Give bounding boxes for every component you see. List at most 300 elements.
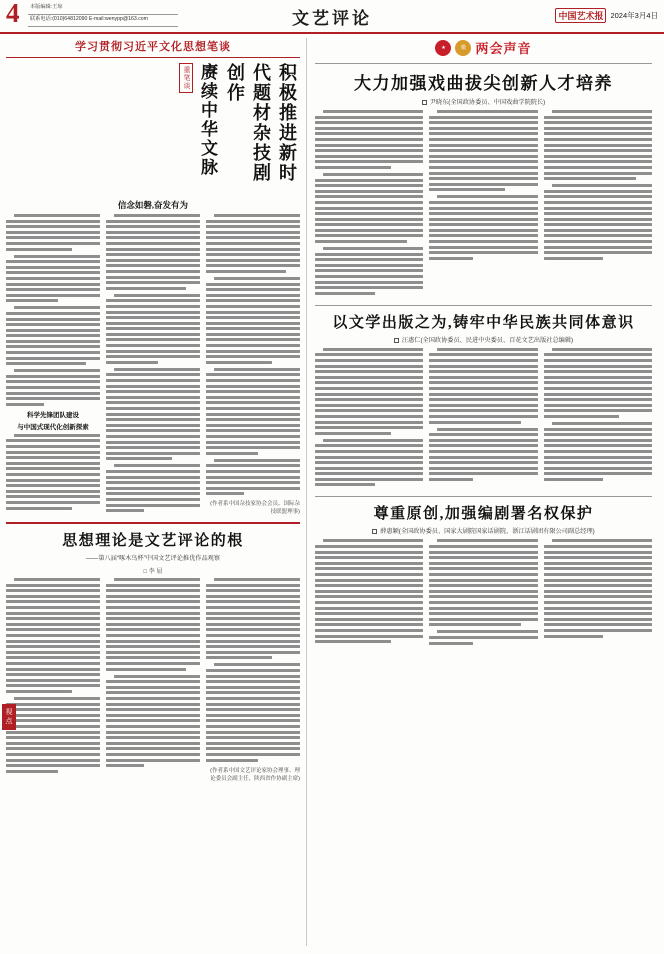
text-line: [206, 288, 300, 291]
text-line: [206, 355, 300, 358]
text-line: [206, 264, 300, 267]
text-line: [214, 368, 300, 371]
text-line: [206, 470, 300, 473]
text-line: [6, 495, 100, 498]
text-line: [206, 322, 300, 325]
article-1-title: 大力加强戏曲拔尖创新人才培养: [354, 74, 613, 93]
text-line: [315, 218, 423, 221]
text-line: [315, 127, 423, 130]
text-line: [315, 166, 391, 169]
text-line: [544, 629, 652, 632]
text-line: [544, 579, 652, 582]
text-line: [315, 472, 423, 475]
text-line: [315, 456, 423, 459]
text-line: [315, 562, 423, 565]
text-line: [544, 218, 652, 221]
text-line: [106, 281, 200, 284]
text-line: [429, 251, 537, 254]
text-line: [429, 551, 537, 554]
text-line: [106, 401, 200, 404]
right-article-1: [315, 69, 652, 299]
text-line: [429, 444, 537, 447]
text-line: [429, 601, 537, 604]
text-line: [206, 623, 300, 626]
text-line: [544, 573, 652, 576]
text-line: [206, 595, 300, 598]
text-line: [106, 686, 200, 689]
paragraph: [206, 663, 300, 761]
text-line: [206, 311, 300, 314]
text-line: [544, 155, 652, 158]
text-line: [544, 545, 652, 548]
text-line: [315, 269, 423, 272]
text-line: [6, 684, 100, 687]
text-line: [544, 551, 652, 554]
text-line: [6, 362, 86, 365]
paragraph: [6, 255, 100, 303]
text-line: [106, 612, 200, 615]
text-line: [6, 589, 100, 592]
logo-divider: [315, 63, 652, 64]
text-line: [106, 242, 200, 245]
text-line: [206, 253, 300, 256]
text-line: [6, 329, 100, 332]
paragraph: [6, 369, 100, 406]
text-line: [106, 299, 200, 302]
paragraph: [429, 630, 537, 644]
paragraph: [6, 306, 100, 365]
text-line: [6, 719, 100, 722]
text-line: [106, 759, 200, 762]
byline-text: 薛惠颖(全国政协委员、国家大剧院国家话剧院、浙江话剧团有限公司副总经理): [380, 528, 595, 536]
text-line: [206, 697, 300, 700]
text-line: [206, 584, 300, 587]
text-line: [106, 617, 200, 620]
text-line: [6, 736, 100, 739]
text-line: [544, 370, 652, 373]
text-line: [206, 464, 300, 467]
text-line: [214, 214, 300, 217]
text-line: [206, 231, 300, 234]
text-line: [206, 248, 300, 251]
text-line: [6, 484, 100, 487]
text-line: [6, 640, 100, 643]
text-line: [106, 225, 200, 228]
a3-col-3: [544, 539, 652, 648]
paragraph: [206, 214, 300, 273]
text-line: [429, 461, 537, 464]
text-line: [429, 223, 537, 226]
paragraph: [544, 110, 652, 180]
text-line: [206, 645, 300, 648]
text-line: [206, 220, 300, 223]
text-line: [6, 340, 100, 343]
text-line: [6, 759, 100, 762]
text-line: [206, 344, 300, 347]
secondary-col-1: [6, 578, 100, 781]
text-line: [6, 628, 100, 631]
text-line: [106, 287, 186, 290]
text-line: [315, 376, 423, 379]
text-line: [106, 373, 200, 376]
text-line: [544, 138, 652, 141]
text-line: [544, 201, 652, 204]
lead-col-2: [106, 214, 200, 516]
text-line: [429, 166, 537, 169]
text-line: [106, 606, 200, 609]
text-line: [429, 579, 537, 582]
text-line: [106, 498, 200, 501]
text-line: [214, 578, 300, 581]
text-line: [315, 253, 423, 256]
text-line: [544, 444, 652, 447]
a3-col-2: [429, 539, 537, 648]
text-line: [315, 607, 423, 610]
secondary-title: 思想理论是文艺评论的根: [62, 533, 244, 550]
text-line: [206, 753, 300, 756]
paper-logo: 中国艺术报: [555, 8, 606, 23]
text-line: [6, 375, 100, 378]
text-line: [437, 195, 537, 198]
text-line: [315, 201, 423, 204]
text-line: [106, 747, 200, 750]
text-line: [106, 668, 186, 671]
paragraph: [429, 539, 537, 626]
text-line: [315, 556, 423, 559]
text-line: [429, 545, 537, 548]
bullet-icon: [394, 338, 399, 343]
text-line: [14, 306, 100, 309]
a2-col-1: [315, 348, 423, 491]
text-line: [552, 422, 652, 425]
a3-col-1: [315, 539, 423, 648]
text-line: [544, 428, 652, 431]
source-subtitle: 与中国式现代化创新探索: [17, 423, 89, 431]
text-line: [6, 380, 100, 383]
article-2-columns: [315, 348, 652, 491]
paragraph: [315, 539, 423, 643]
text-line: [106, 452, 200, 455]
text-line: [206, 656, 272, 659]
text-line: [106, 248, 200, 251]
text-line: [544, 190, 652, 193]
text-line: [6, 595, 100, 598]
text-line: [315, 359, 423, 362]
emblem-icon: 徽: [455, 40, 471, 56]
text-line: [429, 472, 537, 475]
text-line: [429, 478, 472, 481]
text-line: [315, 483, 375, 486]
text-line: [6, 634, 100, 637]
text-line: [6, 318, 100, 321]
text-line: [437, 428, 537, 431]
text-line: [106, 344, 200, 347]
text-line: [206, 316, 300, 319]
text-line: [315, 584, 423, 587]
text-line: [206, 270, 286, 273]
text-line: [315, 132, 423, 135]
text-line: [315, 381, 423, 384]
text-line: [315, 353, 423, 356]
text-line: [106, 509, 144, 512]
text-line: [206, 481, 300, 484]
secondary-subtitle: ——第八届“啄木鸟杯”中国文艺评论推优作品观察: [85, 555, 221, 563]
article-divider-1: [315, 305, 652, 306]
text-line: [315, 640, 391, 643]
text-line: [429, 607, 537, 610]
text-line: [552, 539, 652, 542]
text-line: [106, 651, 200, 654]
text-line: [544, 415, 620, 418]
headline-kicker: 重笔谈: [179, 63, 193, 93]
text-line: [106, 714, 200, 717]
text-line: [214, 663, 300, 666]
text-line: [315, 579, 423, 582]
text-line: [6, 617, 100, 620]
text-line: [206, 429, 300, 432]
text-line: [106, 753, 200, 756]
text-line: [106, 691, 200, 694]
text-line: [544, 478, 604, 481]
text-line: [544, 398, 652, 401]
text-line: [315, 629, 423, 632]
text-line: [544, 229, 652, 232]
text-line: [106, 413, 200, 416]
text-line: [429, 229, 537, 232]
text-line: [114, 464, 200, 467]
left-column: [6, 38, 306, 946]
text-line: [315, 409, 423, 412]
text-line: [6, 623, 100, 626]
paragraph: [315, 439, 423, 487]
secondary-credit: (作者系中国文艺评论家协会理事、理论委员会副主任、陕西省作协副主席): [210, 767, 300, 782]
text-line: [106, 236, 200, 239]
text-line: [6, 451, 100, 454]
text-line: [544, 365, 652, 368]
text-line: [106, 311, 200, 314]
text-line: [6, 731, 100, 734]
text-line: [315, 223, 423, 226]
text-line: [106, 333, 200, 336]
text-line: [206, 424, 300, 427]
text-line: [315, 121, 423, 124]
text-line: [206, 628, 300, 631]
paragraph: [429, 110, 537, 191]
text-line: [206, 736, 300, 739]
text-line: [315, 635, 423, 638]
text-line: [6, 742, 100, 745]
paragraph: [315, 348, 423, 435]
text-line: [6, 645, 100, 648]
text-line: [429, 188, 505, 191]
paragraph: [429, 348, 537, 424]
text-line: [206, 725, 300, 728]
text-line: [429, 573, 537, 576]
text-line: [323, 439, 423, 442]
section-logo-text: 两会声音: [475, 41, 532, 56]
text-line: [106, 396, 200, 399]
text-line: [315, 292, 375, 295]
page-body: [0, 34, 664, 952]
text-line: [544, 381, 652, 384]
text-line: [544, 207, 652, 210]
source-title: 科学先锋团队建设: [27, 411, 79, 419]
text-line: [206, 747, 300, 750]
text-line: [544, 257, 604, 260]
text-line: [6, 668, 100, 671]
lead-article-columns: [6, 214, 300, 516]
text-line: [6, 473, 100, 476]
text-line: [315, 179, 423, 182]
text-line: [552, 110, 652, 113]
text-line: [106, 379, 200, 382]
paragraph: [206, 459, 300, 496]
article-divider-2: [315, 496, 652, 497]
text-line: [315, 478, 423, 481]
text-line: [544, 177, 636, 180]
text-line: [106, 355, 200, 358]
text-line: [544, 623, 652, 626]
text-line: [206, 236, 300, 239]
text-line: [6, 357, 100, 360]
text-line: [429, 132, 537, 135]
text-line: [315, 461, 423, 464]
text-line: [206, 299, 300, 302]
text-line: [6, 225, 100, 228]
text-line: [315, 365, 423, 368]
text-line: [429, 234, 537, 237]
text-line: [544, 393, 652, 396]
text-line: [206, 385, 300, 388]
text-line: [315, 618, 423, 621]
text-line: [315, 415, 423, 418]
text-line: [315, 398, 423, 401]
text-line: [206, 686, 300, 689]
text-line: [106, 418, 200, 421]
text-line: [315, 590, 423, 593]
text-line: [429, 623, 521, 626]
text-line: [206, 407, 300, 410]
text-line: [6, 467, 100, 470]
text-line: [6, 725, 100, 728]
text-line: [315, 551, 423, 554]
a1-col-1: [315, 110, 423, 299]
text-line: [544, 246, 652, 249]
text-line: [323, 173, 423, 176]
text-line: [315, 545, 423, 548]
text-line: [6, 770, 58, 773]
paragraph: [544, 539, 652, 637]
text-line: [544, 595, 652, 598]
text-line: [6, 747, 100, 750]
text-line: [106, 595, 200, 598]
text-line: [544, 172, 652, 175]
text-line: [429, 433, 537, 436]
paragraph: [315, 247, 423, 295]
paragraph: [315, 110, 423, 169]
text-line: [114, 214, 200, 217]
text-line: [429, 439, 537, 442]
text-line: [206, 373, 300, 376]
text-line: [206, 338, 300, 341]
text-line: [429, 359, 537, 362]
article-1-columns: [315, 110, 652, 299]
text-line: [106, 708, 200, 711]
text-line: [6, 584, 100, 587]
text-line: [106, 424, 200, 427]
paragraph: [106, 675, 200, 768]
text-line: [429, 218, 537, 221]
masthead-right: [555, 8, 658, 23]
page-number: 4: [6, 0, 20, 28]
text-line: [315, 281, 423, 284]
paragraph: [6, 214, 100, 251]
text-line: [6, 703, 100, 706]
text-line: [315, 275, 423, 278]
text-line: [544, 461, 652, 464]
text-line: [544, 132, 652, 135]
paragraph: [6, 578, 100, 693]
text-line: [106, 270, 200, 273]
text-line: [429, 556, 537, 559]
text-line: [544, 240, 652, 243]
text-line: [6, 753, 100, 756]
text-line: [6, 334, 100, 337]
text-line: [429, 116, 537, 119]
text-line: [106, 305, 200, 308]
text-line: [106, 259, 200, 262]
bullet-icon: [422, 100, 427, 105]
text-line: [315, 116, 423, 119]
text-line: [544, 472, 652, 475]
text-line: [544, 376, 652, 379]
editor-line: 本版编辑:王琼: [28, 3, 178, 15]
text-line: [429, 387, 537, 390]
text-line: [544, 223, 652, 226]
text-line: [429, 595, 537, 598]
byline-text: 尹晓东(全国政协委员、中国戏曲学院院长): [429, 99, 546, 106]
text-line: [6, 248, 72, 251]
text-line: [206, 435, 300, 438]
text-line: [206, 350, 300, 353]
text-line: [14, 434, 100, 437]
text-line: [106, 656, 200, 659]
text-line: [106, 441, 200, 444]
text-line: [6, 612, 100, 615]
text-line: [429, 240, 537, 243]
text-line: [106, 327, 200, 330]
text-line: [206, 719, 300, 722]
text-line: [429, 207, 537, 210]
text-line: [544, 251, 652, 254]
text-line: [429, 121, 537, 124]
text-line: [544, 467, 652, 470]
text-line: [544, 567, 652, 570]
paragraph: [544, 348, 652, 418]
text-line: [206, 446, 300, 449]
a2-col-3: [544, 348, 652, 491]
text-line: [6, 462, 100, 465]
article-1-byline: [315, 97, 652, 106]
text-line: [6, 714, 100, 717]
bullet-icon: [372, 529, 377, 534]
text-line: [214, 459, 300, 462]
text-line: [6, 456, 100, 459]
page-title: 文艺评论: [292, 9, 372, 28]
paragraph: [544, 184, 652, 260]
text-line: [429, 246, 537, 249]
text-line: [552, 348, 652, 351]
